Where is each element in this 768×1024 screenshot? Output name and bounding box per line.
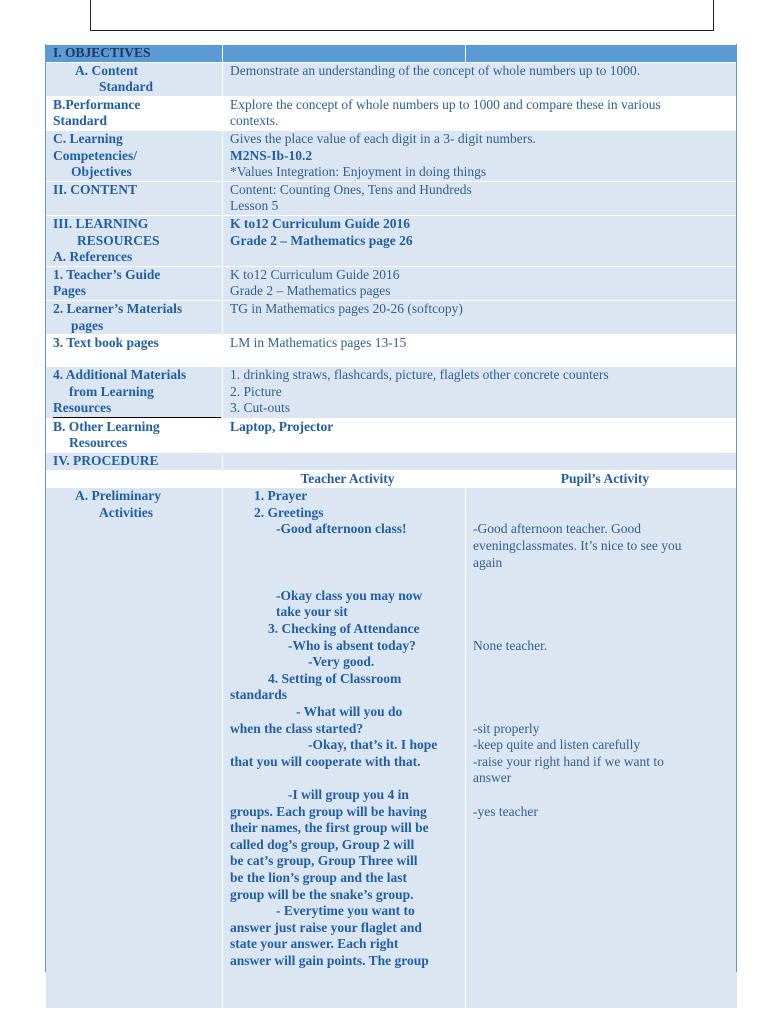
content-value: Content: Counting Ones, Tens and Hundreds bbox=[230, 181, 472, 197]
performance-standard-label: B.Performance bbox=[53, 96, 141, 112]
textbook-label: 3. Text book pages bbox=[46, 335, 223, 367]
pupil-line bbox=[473, 704, 737, 721]
teacher-line: - Everytime you want to bbox=[276, 903, 415, 919]
pupil-line bbox=[473, 505, 737, 522]
pupil-line bbox=[473, 687, 737, 704]
teacher-line: 1. Prayer bbox=[254, 488, 308, 504]
objectives-heading: I. OBJECTIVES bbox=[46, 45, 223, 63]
learning-resources-label: III. LEARNING bbox=[53, 215, 149, 231]
teacher-line: 2. Greetings bbox=[254, 504, 324, 520]
values-integration: *Values Integration: Enjoyment in doing things bbox=[230, 164, 487, 180]
teacher-line bbox=[230, 555, 465, 572]
teacher-line: -Okay, that’s it. I hope bbox=[308, 737, 438, 753]
teacher-activity-header: Teacher Activity bbox=[223, 470, 466, 488]
competencies-label: C. Learning bbox=[53, 130, 123, 146]
teacher-line: answer will gain points. The group bbox=[230, 952, 429, 968]
teacher-line: be the lion’s group and the last bbox=[230, 869, 408, 885]
teacher-line bbox=[230, 538, 465, 555]
teacher-activity-column bbox=[223, 488, 466, 1009]
teacher-line: 4. Setting of Classroom bbox=[268, 670, 402, 686]
additional-materials-row: 4. Additional Materials from Learning Resources 1. drinking straws, flashcards, picture, flaglets other concrete counters 2. Picture 3. Cut-outs bbox=[46, 367, 738, 419]
teacher-line: called dog’s group, Group 2 will bbox=[230, 836, 415, 852]
objectives-header-row bbox=[46, 45, 738, 63]
competency-code: M2NS-Ib-10.2 bbox=[230, 147, 313, 163]
pupil-activity-header: Pupil’s Activity bbox=[466, 470, 738, 488]
lesson-number: Lesson 5 bbox=[230, 198, 279, 214]
learners-materials-label: 2. Learner’s Materials bbox=[53, 300, 183, 316]
pupil-line bbox=[473, 571, 737, 588]
performance-standard-value: Explore the concept of whole numbers up to 1000 and compare these in various bbox=[230, 96, 661, 112]
pupil-line bbox=[473, 654, 737, 671]
teacher-line: group will be the snake’s group. bbox=[230, 886, 414, 902]
teacher-line: be cat’s group, Group Three will bbox=[230, 853, 418, 869]
references-label: A. References bbox=[53, 249, 133, 265]
pupil-line: -Good afternoon teacher. Good bbox=[473, 521, 641, 537]
learning-resources-row: III. LEARNING RESOURCES A. References K to12 Curriculum Guide 2016 Grade 2 – Mathematics page 26 bbox=[46, 215, 738, 266]
teacher-line: state your answer. Each right bbox=[230, 936, 399, 952]
pupil-line: None teacher. bbox=[473, 637, 548, 653]
pupil-line bbox=[473, 787, 737, 804]
competencies-row: C. Learning Competencies/ Objectives Gives the place value of each digit in a 3- digit numbers. M2NS-Ib-10.2 *Values Integration: Enjoyment in doing things bbox=[46, 130, 738, 181]
teacher-line: - What will you do bbox=[296, 703, 403, 719]
teacher-line: -Very good. bbox=[308, 654, 375, 670]
pupil-line: -raise your right hand if we want to bbox=[473, 753, 664, 769]
header-box bbox=[90, 0, 714, 31]
lesson-plan-table bbox=[45, 44, 738, 1009]
teachers-guide-label: 1. Teacher’s Guide bbox=[53, 266, 161, 282]
teacher-line: -Who is absent today? bbox=[288, 637, 416, 653]
pupil-line: answer bbox=[473, 770, 512, 786]
content-label: II. CONTENT bbox=[46, 181, 223, 215]
teacher-line: groups. Each group will be having bbox=[230, 803, 427, 819]
teacher-line: -Good afternoon class! bbox=[276, 521, 407, 537]
pupil-line bbox=[473, 588, 737, 605]
teacher-line: 3. Checking of Attendance bbox=[268, 621, 420, 636]
teacher-line: answer just raise your flaglet and bbox=[230, 919, 422, 935]
textbook-row: 3. Text book pages LM in Mathematics pages 13-15 bbox=[46, 335, 738, 367]
additional-materials-label: 4. Additional Materials bbox=[53, 367, 187, 383]
pupil-line bbox=[473, 604, 737, 621]
preliminary-label: A. Preliminary bbox=[75, 488, 161, 504]
content-row bbox=[46, 181, 738, 215]
teacher-line: take your sit bbox=[276, 604, 348, 620]
teacher-line bbox=[230, 571, 465, 588]
content-standard-value: Demonstrate an understanding of the concept of whole numbers up to 1000. bbox=[223, 62, 738, 96]
activity-header-row bbox=[46, 470, 738, 488]
procedure-heading: IV. PROCEDURE bbox=[46, 453, 223, 471]
performance-standard-row: B.Performance Standard Explore the concept of whole numbers up to 1000 and compare these in various contexts. bbox=[46, 96, 738, 130]
competency-text: Gives the place value of each digit in a 3- digit numbers. bbox=[230, 130, 536, 146]
content-standard-label: A. Content bbox=[75, 62, 138, 78]
teacher-line: when the class started? bbox=[230, 720, 364, 736]
pupil-activity-column bbox=[466, 488, 738, 1009]
teacher-line: -I will group you 4 in bbox=[288, 786, 409, 802]
procedure-row bbox=[46, 453, 738, 471]
other-resources-label: B. Other Learning bbox=[53, 418, 160, 434]
pupil-line: eveningclassmates. It’s nice to see you bbox=[473, 538, 682, 554]
learners-materials-row: 2. Learner’s Materials pages TG in Mathematics pages 20-26 (softcopy) bbox=[46, 300, 738, 334]
pupil-line: -yes teacher bbox=[473, 803, 538, 819]
other-resources-row: B. Other Learning Resources Laptop, Projector bbox=[46, 418, 738, 452]
content-standard-row: A. Content Standard Demonstrate an understanding of the concept of whole numbers up to 1000. bbox=[46, 62, 738, 96]
teacher-line: that you will cooperate with that. bbox=[230, 753, 421, 769]
pupil-line bbox=[473, 621, 737, 638]
pupil-line: -keep quite and listen carefully bbox=[473, 737, 641, 753]
preliminary-activities-row: A. Preliminary Activities 1. Prayer 2. Greetings -Good afternoon class! -Okay class you may now take your sit 3. Checking of Attendance -Who is absent today? -Very good. 4. Setting of Classroom standards - What will you do when the class started? -Okay, that’s it. I hope that you will cooperate with that. -I will group you 4 in groups. Each group will be having their names, the first group will be called dog’s group, Group 2 will be cat’s group, Group Three will be the lion’s group and the last group will be the snake’s group. - Everytime you want to answer just raise your flaglet and state your answer. Each right answer will gain points. The group -Good afternoon teacher. Good eveningclassmates. It’s nice to see you again None teacher. -sit properly -keep quite and listen carefully -raise your right hand if we want to answer -yes teacher bbox=[46, 488, 738, 1009]
pupil-line: again bbox=[473, 554, 503, 570]
teacher-line: -Okay class you may now bbox=[276, 587, 423, 603]
pupil-line bbox=[473, 671, 737, 688]
teacher-line bbox=[230, 770, 465, 787]
teacher-line: their names, the first group will be bbox=[230, 820, 429, 836]
teacher-line: standards bbox=[230, 687, 288, 703]
pupil-line: -sit properly bbox=[473, 720, 540, 736]
teachers-guide-row: 1. Teacher’s Guide Pages K to12 Curriculum Guide 2016 Grade 2 – Mathematics pages bbox=[46, 266, 738, 300]
pupil-line bbox=[473, 488, 737, 505]
